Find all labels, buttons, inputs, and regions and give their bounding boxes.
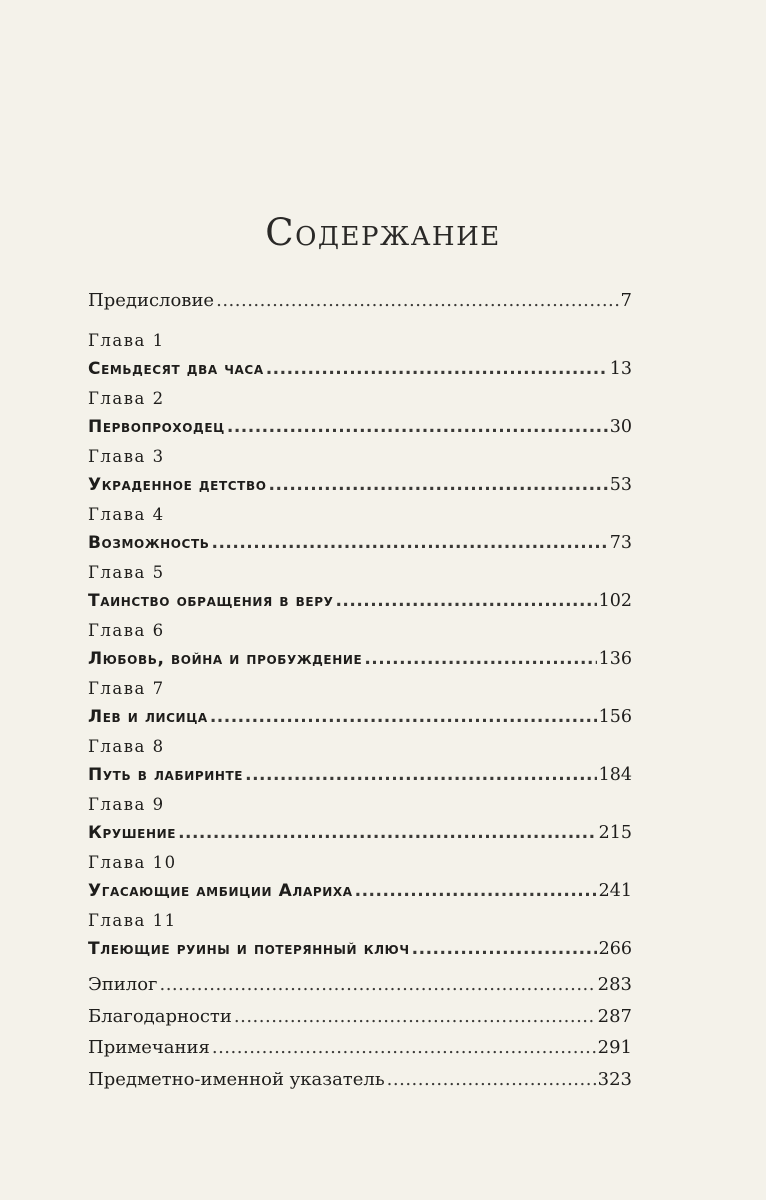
dot-leader <box>227 411 608 444</box>
chapter-number: Глава 9 <box>88 795 165 814</box>
chapter-entry <box>88 817 632 850</box>
toc-chapter-7 <box>88 679 632 734</box>
chapter-entry <box>88 353 632 386</box>
entry-page: 283 <box>597 974 632 995</box>
dot-leader <box>364 643 596 676</box>
dot-leader <box>212 527 608 560</box>
chapter-page: 266 <box>598 939 632 959</box>
toc-chapter-6 <box>88 621 632 676</box>
chapter-number: Глава 4 <box>88 505 165 524</box>
chapter-entry <box>88 701 632 734</box>
dot-leader <box>159 969 595 1001</box>
chapter-entry <box>88 759 632 792</box>
entry-label: Благодарности <box>88 1005 232 1027</box>
dot-leader <box>412 933 597 966</box>
entry-page: 323 <box>597 1068 632 1090</box>
chapter-title: Украденное детство <box>88 475 267 495</box>
chapter-number: Глава 8 <box>88 737 165 756</box>
table-of-contents <box>88 290 632 1095</box>
entry-label: Эпилог <box>88 974 158 995</box>
toc-entry-index <box>88 1064 632 1096</box>
chapter-title: Крушение <box>88 823 177 843</box>
toc-chapter-4 <box>88 505 632 560</box>
toc-chapter-5 <box>88 563 632 618</box>
chapter-title: Таинство обращения в веру <box>88 591 334 611</box>
chapter-page: 136 <box>598 649 632 669</box>
chapter-title: Любовь, война и пробуждение <box>88 649 363 669</box>
toc-entry-preface <box>88 290 632 311</box>
toc-chapter-10 <box>88 853 632 908</box>
dot-leader <box>210 701 597 734</box>
chapter-number: Глава 5 <box>88 563 165 582</box>
dot-leader <box>387 1064 596 1096</box>
dot-leader <box>355 875 597 908</box>
chapter-page: 215 <box>598 823 632 843</box>
toc-chapter-8 <box>88 737 632 792</box>
chapter-entry <box>88 933 632 966</box>
entry-page: 291 <box>597 1037 632 1058</box>
toc-chapter-1 <box>88 331 632 386</box>
chapter-page: 73 <box>609 533 632 553</box>
chapter-entry <box>88 585 632 618</box>
chapter-entry <box>88 643 632 676</box>
dot-leader <box>245 759 596 792</box>
toc-chapter-2 <box>88 389 632 444</box>
chapter-entry <box>88 469 632 502</box>
entry-label: Предисловие <box>88 290 215 311</box>
entry-label: Предметно-именной указатель <box>88 1068 385 1090</box>
chapter-page: 184 <box>598 765 632 785</box>
chapter-number: Глава 1 <box>88 331 165 350</box>
chapter-page: 13 <box>609 359 632 379</box>
dot-leader <box>212 1032 596 1064</box>
dot-leader <box>335 585 596 618</box>
page-title: Содержание <box>265 210 501 254</box>
chapter-page: 241 <box>598 881 632 901</box>
chapter-page: 156 <box>598 707 632 727</box>
toc-entry-notes <box>88 1032 632 1064</box>
toc-chapter-11 <box>88 911 632 966</box>
dot-leader <box>269 469 608 502</box>
chapter-number: Глава 11 <box>88 911 177 930</box>
chapter-page: 53 <box>609 475 632 495</box>
chapter-title: Лев и лисица <box>88 707 208 727</box>
chapter-title: Семьдесят два часа <box>88 359 264 379</box>
chapter-number: Глава 3 <box>88 447 165 466</box>
toc-entry-acknowledgements <box>88 1001 632 1033</box>
chapter-title: Путь в лабиринте <box>88 765 244 785</box>
chapter-number: Глава 2 <box>88 389 165 408</box>
toc-entry-epilogue <box>88 969 632 1001</box>
chapter-entry <box>88 527 632 560</box>
chapter-title: Возможность <box>88 533 210 553</box>
toc-chapter-9 <box>88 795 632 850</box>
toc-back-matter <box>88 969 632 1095</box>
chapter-title: Первопроходец <box>88 417 225 437</box>
entry-page: 7 <box>620 290 632 311</box>
entry-page: 287 <box>597 1005 632 1027</box>
chapter-title: Тлеющие руины и потерянный ключ <box>88 939 410 959</box>
toc-chapter-3 <box>88 447 632 502</box>
chapter-number: Глава 6 <box>88 621 165 640</box>
chapter-page: 30 <box>609 417 632 437</box>
dot-leader <box>216 290 618 311</box>
dot-leader <box>178 817 597 850</box>
chapter-entry <box>88 875 632 908</box>
chapter-entry <box>88 411 632 444</box>
dot-leader <box>266 353 608 386</box>
chapter-title: Угасающие амбиции Алариха <box>88 881 353 901</box>
chapter-page: 102 <box>598 591 632 611</box>
chapter-number: Глава 10 <box>88 853 177 872</box>
dot-leader <box>234 1001 596 1033</box>
chapter-number: Глава 7 <box>88 679 165 698</box>
entry-label: Примечания <box>88 1037 210 1058</box>
